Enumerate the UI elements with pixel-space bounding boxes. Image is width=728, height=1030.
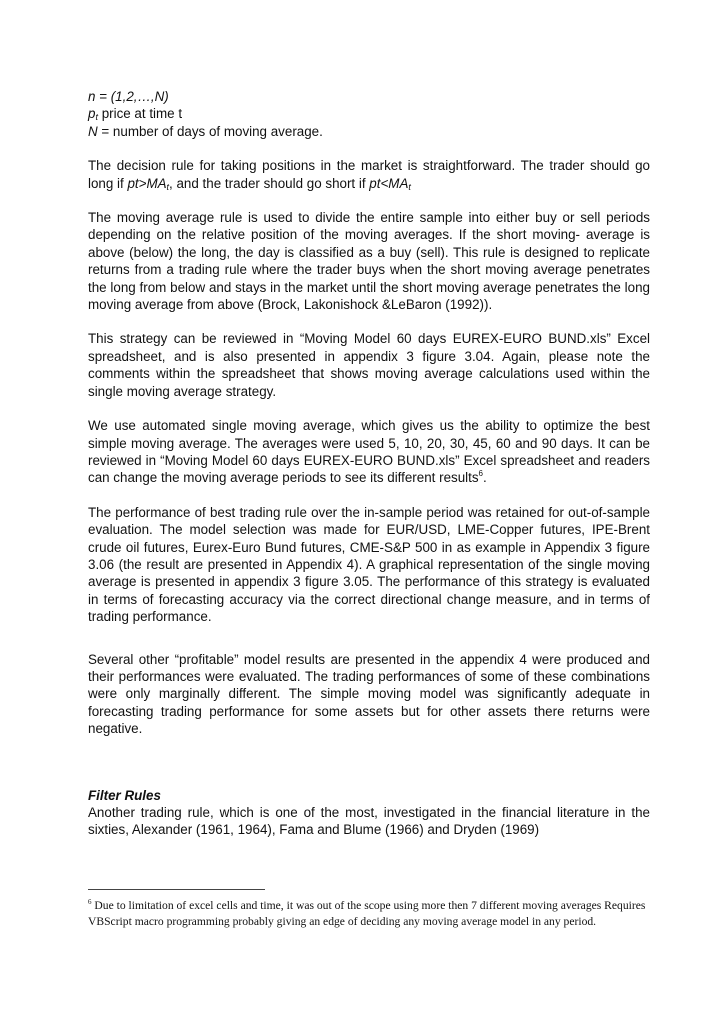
footnote: $^6$ Due to limitation of excel cells and time, it was out of the scope using more then 7 different moving averages Requires VBScript macro programming probably giving an edge of deciding any moving average model in any period. (88, 898, 646, 928)
paragraph-performance: The performance of best trading rule over the in-sample period was retained for out-of-sample evaluation. The model selection was made for EUR/USD, LME-Copper futures, IPE-Brent crude oil futures, Eurex-Euro Bund futures, CME-S&P 500 in as example in Appendix 3 figure 3.06 (the result are presented in Appendix 4). A graphical representation of the single moving average is presented in appendix 3 figure 3.05. The performance of this strategy is evaluated in terms of forecasting accuracy via the correct directional change measure, and in terms of trading performance. (88, 504, 650, 625)
paragraph-moving-average-rule: The moving average rule is used to divide the entire sample into either buy or sell periods depending on the relative position of the moving averages. If the short moving- average is above (below) the long, the day is classified as a buy (sell). This rule is designed to replicate returns from a trading rule where the trader buys when the short moving average penetrates the long from below and stays in the market until the short moving average penetrates the long moving average from above (Brock, Lakonishock &LeBaron (1992)). (88, 210, 650, 313)
price-symbol: p (88, 106, 96, 122)
paragraph-other-models: Several other “profitable” model results are presented in the appendix 4 were produced and their performances were evaluated. The trading performances of some of these combinations were only marginally different. The simple moving model was significantly adequate in forecasting trading performance for some assets but for other assets there returns were negative. (88, 651, 650, 737)
paragraph-decision-rule: The decision rule for taking positions in the market is straightforward. The trader should go long if $pt>MA_t$, and the trader should go short if $pt<MA_t$ (88, 158, 650, 192)
days-symbol: N (88, 123, 98, 139)
definition-n: n = (1,2,…,N) (88, 89, 169, 104)
definition-price: $p_t$ price at time t (88, 106, 183, 123)
footnote-divider (88, 889, 265, 890)
definition-days: N = number of days of moving average. (88, 123, 323, 139)
footnote-reference: 6 (478, 469, 483, 479)
paragraph-automated-average: We use automated single moving average, which gives us the ability to optimize the best simple moving average. The averages were used 5, 10, 20, 30, 45, 60 and 90 days. It can be reviewed in “Moving Model 60 days EUREX-EURO BUND.xls” Excel spreadsheet and readers can change the moving average periods to see its different results$^6$. (88, 418, 650, 486)
section-heading: Filter Rules (88, 787, 161, 803)
paragraph-filter-rules: Another trading rule, which is one of the most, investigated in the financial literature in the sixties, Alexander (1961, 1964), Fama and Blume (1966) and Dryden (1969) (88, 805, 650, 838)
body-column (88, 88, 650, 839)
footnote-marker: 6 (88, 898, 92, 906)
paragraph-strategy-review: This strategy can be reviewed in “Moving Model 60 days EUREX-EURO BUND.xls” Excel spreadsheet, and is also presented in appendix 3 figure 3.04. Again, please note the comments within the spreadsheet that shows moving average calculations used within the single moving average strategy. (88, 331, 650, 399)
